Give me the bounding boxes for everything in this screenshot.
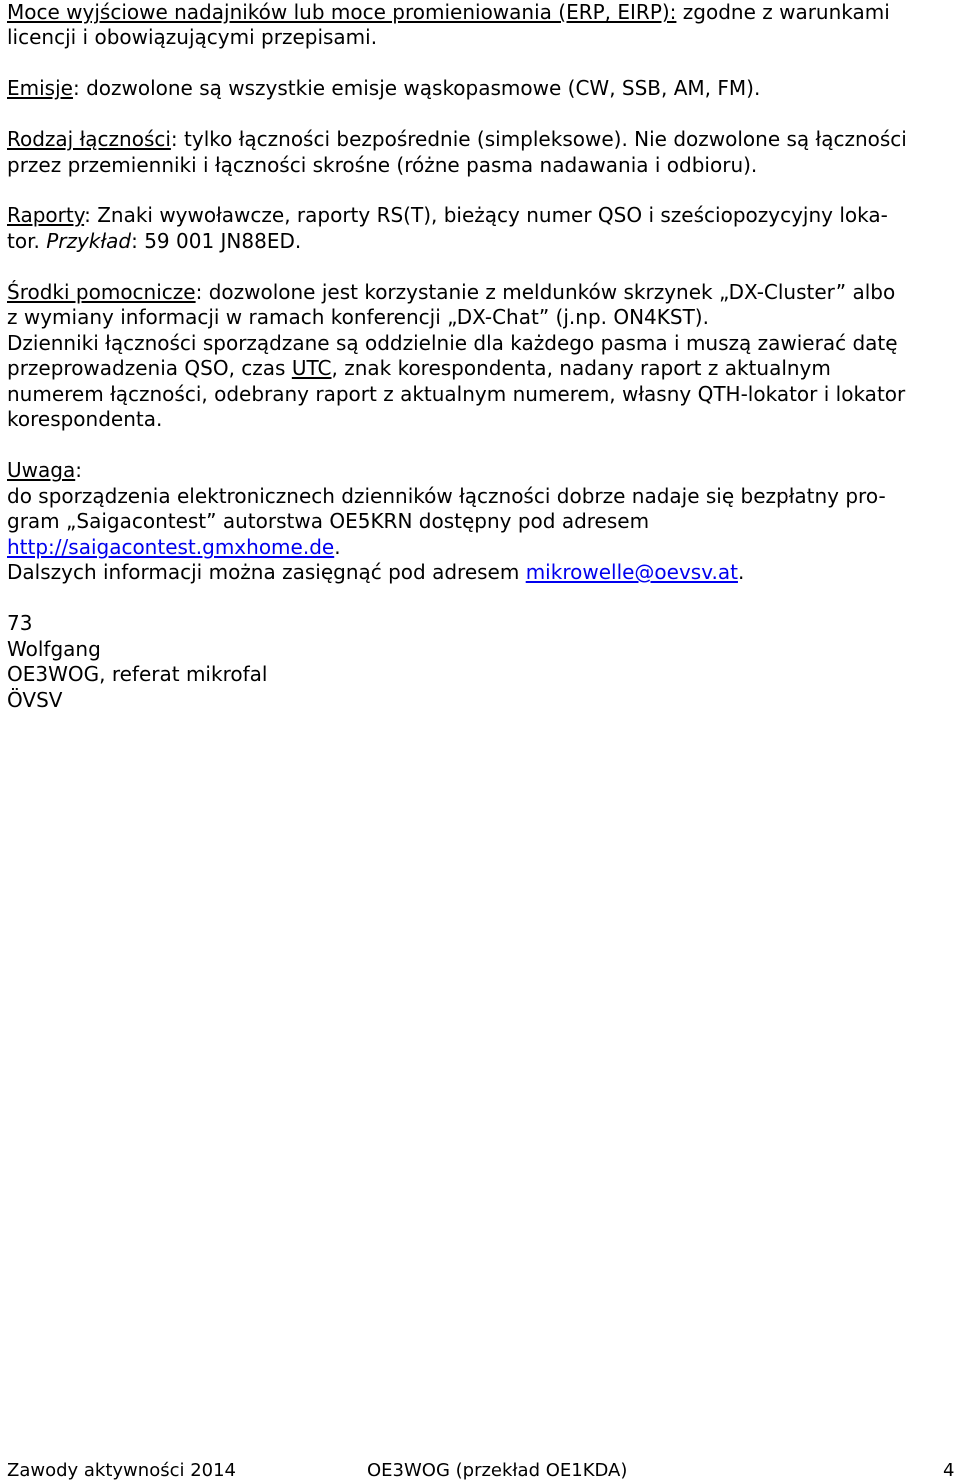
emissions-line — [7, 76, 760, 102]
emissions-label: Emisje — [7, 76, 73, 100]
page-number: 4 — [943, 1460, 955, 1481]
email-link[interactable]: mikrowelle@oevsv.at — [525, 560, 738, 584]
note-line-4 — [7, 535, 341, 561]
note-line-2: do sporządzenia elektronicznech dzienników łączności dobrze nadaje się bezpłatny pro- — [7, 484, 886, 508]
mode-line-1 — [7, 127, 907, 153]
aids-label: Środki pomocnicze — [7, 280, 196, 304]
email-period: . — [737, 560, 745, 584]
aids-text-1: : dozwolone jest korzystanie z meldunków skrzynek „DX-Cluster” albo — [195, 280, 896, 304]
signature-greeting: 73 — [7, 611, 33, 635]
power-label: Moce wyjściowe nadajników lub moce promieniowania (ERP, EIRP): — [7, 0, 677, 24]
aids-line-6: korespondenta. — [7, 407, 163, 431]
note-text-5: Dalszych informacji można zasięgnąć pod adresem — [7, 560, 526, 584]
reports-label: Raporty — [7, 203, 85, 227]
aids-line-1 — [7, 280, 895, 306]
signature-name: Wolfgang — [7, 637, 101, 661]
reports-line-2 — [7, 229, 301, 255]
footer-left: Zawody aktywności 2014 — [7, 1460, 237, 1481]
example-label: Przykład — [46, 229, 132, 253]
note-line-3: gram „Saigacontest” autorstwa OE5KRN dostępny pod adresem — [7, 509, 650, 533]
aids-line-4 — [7, 356, 831, 382]
power-text-1: zgodne z warunkami — [676, 0, 890, 24]
footer-center: OE3WOG (przekład OE1KDA) — [367, 1460, 628, 1481]
signature-role: OE3WOG, referat mikrofal — [7, 662, 268, 686]
mode-line-2: przez przemienniki i łączności skrośne (różne pasma nadawania i odbioru). — [7, 153, 758, 177]
power-line-1 — [7, 0, 890, 26]
aids-line-3: Dzienniki łączności sporządzane są oddzielnie dla każdego pasma i muszą zawierać datę — [7, 331, 898, 355]
aids-line-5: numerem łączności, odebrany raport z aktualnym numerem, własny QTH-lokator i lokator — [7, 382, 906, 406]
signature-org: ÖVSV — [7, 688, 63, 712]
mode-label: Rodzaj łączności — [7, 127, 171, 151]
reports-line-1 — [7, 203, 888, 229]
power-line-2: licencji i obowiązującymi przepisami. — [7, 25, 378, 49]
note-line-1 — [7, 458, 82, 484]
emissions-text: : dozwolone są wszystkie emisje wąskopasmowe (CW, SSB, AM, FM). — [72, 76, 761, 100]
aids-text-4a: przeprowadzenia QSO, czas — [7, 356, 292, 380]
example-value: : 59 001 JN88ED. — [131, 229, 302, 253]
note-line-5 — [7, 560, 744, 586]
utc-term: UTC — [291, 356, 332, 380]
saigacontest-link[interactable]: http://saigacontest.gmxhome.de — [7, 535, 335, 559]
mode-text-1: : tylko łączności bezpośrednie (simpleksowe). Nie dozwolone są łączności — [170, 127, 907, 151]
reports-text-2: tor. — [7, 229, 47, 253]
reports-text-1: : Znaki wywoławcze, raporty RS(T), bieżący numer QSO i sześciopozycyjny loka- — [84, 203, 888, 227]
note-label: Uwaga — [7, 458, 76, 482]
note-colon: : — [75, 458, 82, 482]
url-period: . — [334, 535, 341, 559]
aids-text-4b: , znak korespondenta, nadany raport z aktualnym — [331, 356, 831, 380]
aids-line-2: z wymiany informacji w ramach konferencji „DX-Chat” (j.np. ON4KST). — [7, 305, 709, 329]
